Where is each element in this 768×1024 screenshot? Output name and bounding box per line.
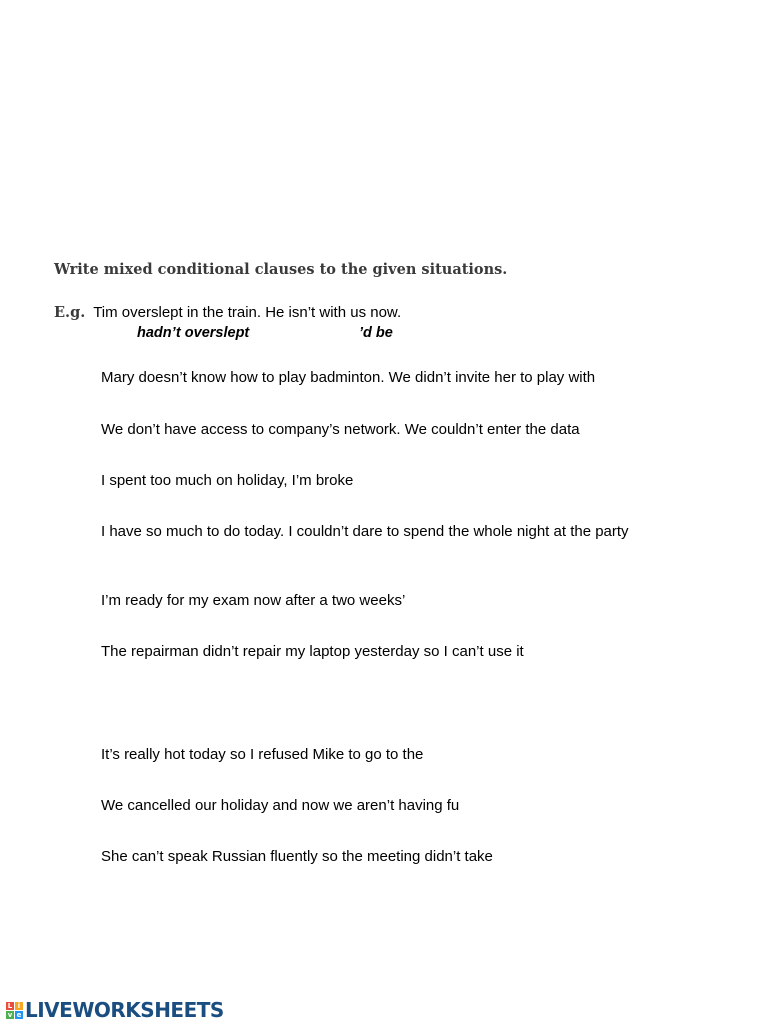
instruction-heading: Write mixed conditional clauses to the given situations. <box>54 261 508 278</box>
exercise-item-3: I spent too much on holiday, I’m broke <box>101 472 354 489</box>
logo-mark-cell: L <box>7 1001 13 1010</box>
exercise-item-8: We cancelled our holiday and now we aren’t having fu <box>101 797 460 814</box>
exercise-item-7: It’s really hot today so I refused Mike to go to the <box>101 746 424 763</box>
example-answer-if-clause: hadn’t overslept <box>137 325 250 341</box>
exercise-item-6: The repairman didn’t repair my laptop yesterday so I can’t use it <box>101 643 524 660</box>
logo-mark-cell: e <box>16 1010 22 1019</box>
liveworksheets-logo-icon <box>6 1002 23 1019</box>
logo-mark-cell: v <box>7 1010 13 1019</box>
example-answer-main-clause: ’d be <box>359 325 393 341</box>
exercise-item-5: I’m ready for my exam now after a two weeks’ <box>101 592 406 609</box>
exercise-item-4: I have so much to do today. I couldn’t dare to spend the whole night at the party <box>101 523 629 540</box>
logo-mark-cell: i <box>15 1002 23 1010</box>
example-label: E.g. <box>54 304 86 321</box>
liveworksheets-logo <box>6 998 224 1022</box>
example-sentence-line <box>54 304 401 321</box>
example-sentence: Tim overslept in the train. He isn’t with us now. <box>93 304 402 321</box>
exercise-item-1: Mary doesn’t know how to play badminton. We didn’t invite her to play with <box>101 369 596 386</box>
exercise-item-9: She can’t speak Russian fluently so the meeting didn’t take <box>101 848 493 865</box>
liveworksheets-logo-text: LIVEWORKSHEETS <box>25 998 224 1022</box>
exercise-item-2: We don’t have access to company’s network. We couldn’t enter the data <box>101 421 580 438</box>
